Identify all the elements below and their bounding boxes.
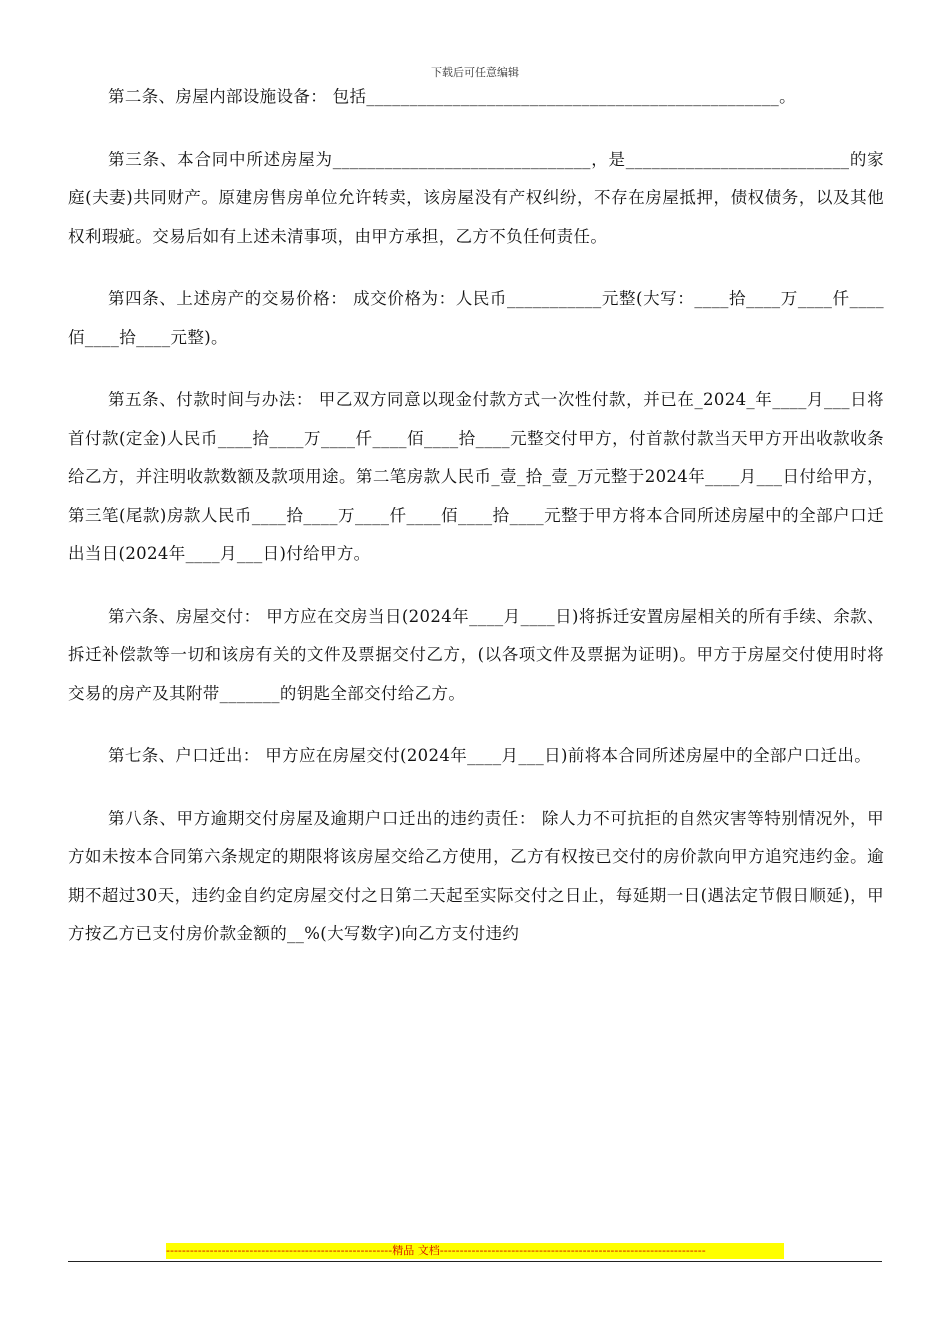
page-header-note: 下载后可任意编辑 [431,66,519,79]
footer-label: 精品 文档 [392,1244,440,1257]
clause-2-facilities: 第二条、房屋内部设施设备： 包括________________________________________________。 [108,87,796,106]
footer-watermark-bar [166,1243,784,1259]
clause-6-delivery: 第六条、房屋交付： 甲方应在交房当日(2024年____月____日)将拆迁安置房屋相关的所有手续、余款、拆迁补偿款等一切和该房有关的文件及票据交付乙方，(以各项文件及票据为证明)。甲方于房屋交付使用时将交易的房产及其附带_______的钥匙全部交付给乙方。 [68,606,884,703]
footer-dashes-right: ------------------------------------------------------------------- [439,1244,706,1257]
contract-body [68,78,884,978]
clause-7-household-registration: 第七条、户口迁出： 甲方应在房屋交付(2024年____月___日)前将本合同所述房屋中的全部户口迁出。 [108,746,872,765]
clause-3-ownership: 第三条、本合同中所述房屋为______________________________，是__________________________的家庭(夫妻)共同财产。原建房售房单位允许转卖，该房屋没有产权纠纷，不存在房屋抵押，债权债务，以及其他权利瑕疵。交易后如有上述未清事项，由甲方承担，乙方不负任何责任。 [68,149,884,246]
clause-8-breach-liability: 第八条、甲方逾期交付房屋及逾期户口迁出的违约责任： 除人力不可抗拒的自然灾害等特别情况外，甲方如未按本合同第六条规定的期限将该房屋交给乙方使用，乙方有权按已交付的房价款向甲方追究违约金。逾期不超过30天，违约金自约定房屋交付之日第二天起至实际交付之日止，每延期一日(遇法定节假日顺延)，甲方按乙方已支付房价款金额的__%(大写数字)向乙方支付违约 [68,808,884,943]
clause-4-price: 第四条、上述房产的交易价格： 成交价格为：人民币___________元整(大写：____拾____万____仟____佰____拾____元整)。 [68,289,884,347]
footer-divider [68,1261,882,1262]
footer-dashes-left: --------------------------------------------------------- [166,1244,393,1257]
clause-5-payment: 第五条、付款时间与办法： 甲乙双方同意以现金付款方式一次性付款，并已在_2024_年____月___日将首付款(定金)人民币____拾____万____仟____佰____拾____元整交付甲方，付首款付款当天甲方开出收款收条给乙方，并注明收款数额及款项用途。第二笔房款人民币_壹_拾_壹_万元整于2024年____月___日付给甲方，第三笔(尾款)房款人民币____拾____万____仟____佰____拾____元整于甲方将本合同所述房屋中的全部户口迁出当日(2024年____月___日)付给甲方。 [68,390,884,563]
